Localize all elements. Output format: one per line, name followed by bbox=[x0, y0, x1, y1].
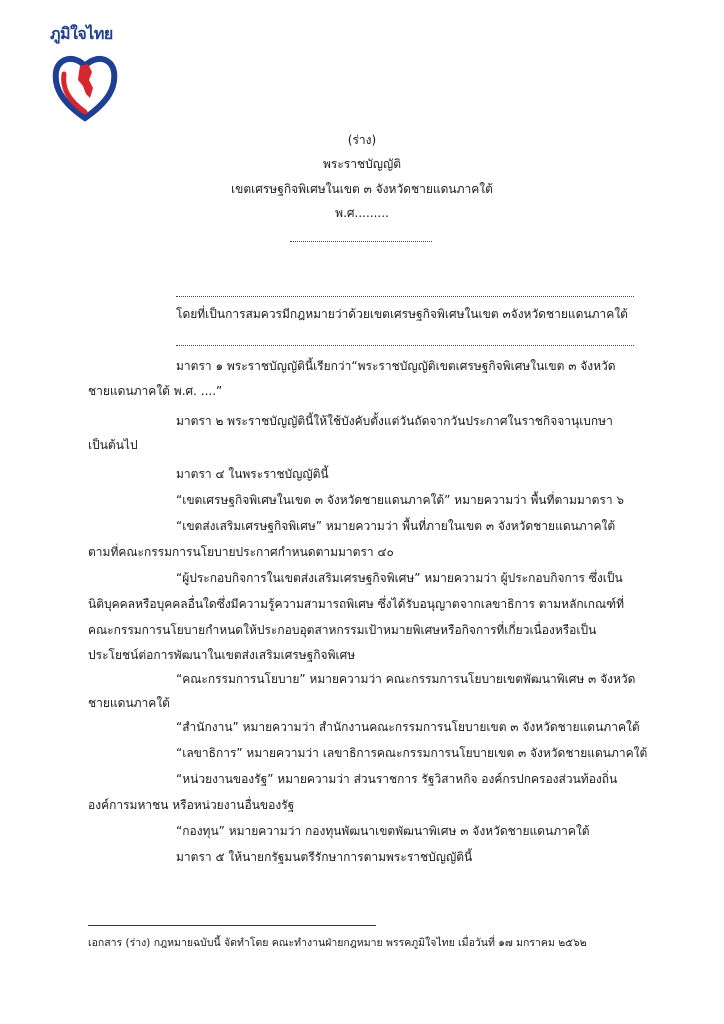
party-logo bbox=[50, 20, 120, 120]
definition-operator-line-4: ประโยชน์ต่อการพัฒนาในเขตส่งเสริมเศรษฐกิจพิเศษ bbox=[88, 648, 356, 662]
definition-state-agency-line-2: องค์การมหาชน หรือหน่วยงานอื่นของรัฐ bbox=[88, 798, 295, 812]
dotted-separator-top bbox=[176, 296, 634, 297]
definition-sez: “เขตเศรษฐกิจพิเศษในเขต ๓ จังหวัดชายแดนภาคใต้” หมายความว่า พื้นที่ตามมาตรา ๖ bbox=[176, 493, 624, 507]
dotted-separator-bottom bbox=[176, 345, 634, 346]
definition-state-agency-line-1: “หน่วยงานของรัฐ” หมายความว่า ส่วนราชการ รัฐวิสาหกิจ องค์กรปกครองส่วนท้องถิ่น bbox=[176, 772, 618, 786]
footnote: เอกสาร (ร่าง) กฎหมายฉบับนี้ จัดทำโดย คณะทำงานฝ่ายกฎหมาย พรรคภูมิใจไทย เมื่อวันที่ ๑๗ มกราคม ๒๕๖๒ bbox=[88, 937, 587, 949]
definition-operator-line-2: นิติบุคคลหรือบุคคลอื่นใดซึ่งมีความรู้ความสามารถพิเศษ ซึ่งได้รับอนุญาตจากเลขาธิการ ตามหลักเกณฑ์ที่ bbox=[88, 597, 625, 611]
definition-operator-line-1: “ผู้ประกอบกิจการในเขตส่งเสริมเศรษฐกิจพิเศษ” หมายความว่า ผู้ประกอบกิจการ ซึ่งเป็น bbox=[176, 571, 623, 585]
footnote-divider bbox=[88, 925, 376, 926]
definition-secretary-general: “เลขาธิการ” หมายความว่า เลขาธิการคณะกรรมการนโยบายเขต ๓ จังหวัดชายแดนภาคใต้ bbox=[176, 746, 648, 760]
definition-fund: “กองทุน” หมายความว่า กองทุนพัฒนาเขตพัฒนาพิเศษ ๓ จังหวัดชายแดนภาคใต้ bbox=[176, 824, 590, 838]
party-logo-text: ภูมิใจไทย bbox=[50, 24, 113, 43]
section-1-line-2: ชายแดนภาคใต้ พ.ศ. ....” bbox=[88, 384, 223, 398]
section-1-line-1: มาตรา ๑ พระราชบัญญัตินี้เรียกว่า“พระราชบัญญัติเขตเศรษฐกิจพิเศษในเขต ๓ จังหวัด bbox=[176, 359, 616, 373]
section-2-line-1: มาตรา ๒ พระราชบัญญัตินี้ให้ใช้บังคับตั้งแต่วันถัดจากวันประกาศในราชกิจจานุเบกษา bbox=[176, 414, 613, 428]
definition-office: “สำนักงาน” หมายความว่า สำนักงานคณะกรรมการนโยบายเขต ๓ จังหวัดชายแดนภาคใต้ bbox=[176, 720, 640, 734]
draft-label: (ร่าง) bbox=[347, 133, 377, 147]
definition-promotion-zone-line-1: “เขตส่งเสริมเศรษฐกิจพิเศษ” หมายความว่า พื้นที่ภายในเขต ๓ จังหวัดชายแดนภาคใต้ bbox=[176, 519, 616, 533]
section-5: มาตรา ๕ ให้นายกรัฐมนตรีรักษาการตามพระราชบัญญัตินี้ bbox=[176, 850, 473, 864]
definition-policy-committee-line-2: ชายแดนภาคใต้ bbox=[88, 696, 170, 710]
act-year: พ.ศ......... bbox=[335, 206, 389, 220]
section-4-heading: มาตรา ๔ ในพระราชบัญญัตินี้ bbox=[176, 467, 329, 481]
definition-operator-line-3: คณะกรรมการนโยบายกำหนดให้ประกอบอุตสาหกรรมเป้าหมายพิเศษหรือกิจการที่เกี่ยวเนื่องหรือเป็น bbox=[88, 623, 597, 637]
section-2-line-2: เป็นต้นไป bbox=[88, 438, 138, 452]
act-title: พระราชบัญญัติ bbox=[323, 157, 401, 171]
preamble-text: โดยที่เป็นการสมควรมีกฎหมายว่าด้วยเขตเศรษฐกิจพิเศษในเขต ๓จังหวัดชายแดนภาคใต้ bbox=[176, 307, 628, 321]
heading-dotted-line bbox=[290, 241, 432, 242]
definition-promotion-zone-line-2: ตามที่คณะกรรมการนโยบายประกาศกำหนดตามมาตรา ๔๐ bbox=[88, 545, 394, 559]
definition-policy-committee-line-1: “คณะกรรมการนโยบาย” หมายความว่า คณะกรรมการนโยบายเขตพัฒนาพิเศษ ๓ จังหวัด bbox=[176, 672, 636, 686]
party-logo-heart-map-icon bbox=[52, 50, 118, 122]
act-subtitle: เขตเศรษฐกิจพิเศษในเขต ๓ จังหวัดชายแดนภาคใต้ bbox=[231, 182, 493, 196]
